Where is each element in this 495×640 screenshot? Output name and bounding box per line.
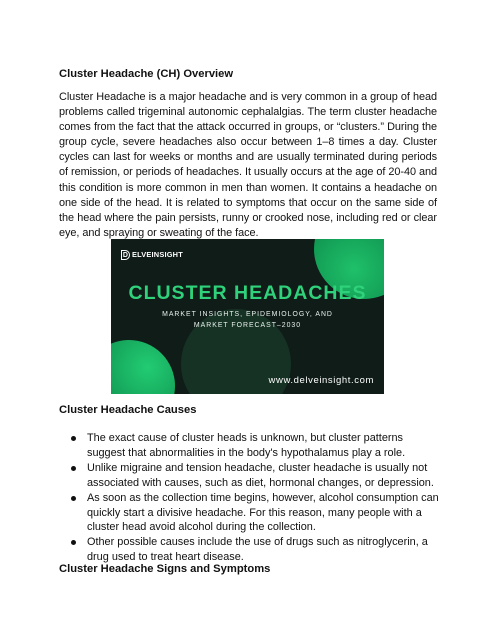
list-item: Unlike migraine and tension headache, cluster headache is usually not associated with causes, such as diet, hormonal changes, or depression. (68, 461, 440, 491)
delveinsight-logo (121, 250, 183, 260)
overview-paragraph: Cluster Headache is a major headache and is very common in a group of head problems called trigeminal autonomic cephalalgias. The term cluster headache comes from the fact that the attack occurred in groups, or “clusters.” During the group cycle, severe headaches also occur between 1–8 times a day. Cluster cycles can last for weeks or months and are usually terminated during periods of remission, or periods of headaches. It usually occurs at the age of 20-40 and this condition is more common in men than women. It contains a headache on one side of the head. It is related to symptoms that occur on the same side of the head where the pain persists, runny or crooked nose, including red or clear eye, and spraying or sweating of the face. (59, 91, 437, 239)
symptoms-heading: Cluster Headache Signs and Symptoms (59, 563, 271, 575)
banner-subtitle-line-2: MARKET FORECAST–2030 (193, 321, 302, 329)
overview-heading: Cluster Headache (CH) Overview (59, 68, 234, 80)
cluster-headaches-banner (111, 239, 384, 394)
logo-text: ELVEINSIGHT (132, 250, 183, 259)
list-item: The exact cause of cluster heads is unknown, but cluster patterns suggest that abnormalities in the body's hypothalamus play a role. (68, 431, 440, 461)
banner-url: www.delveinsight.com (268, 375, 374, 386)
causes-heading: Cluster Headache Causes (59, 404, 197, 416)
list-item: As soon as the collection time begins, however, alcohol consumption can quickly start a divisive headache. For this reason, many people with a cluster head avoid alcohol during the collection. (68, 491, 440, 536)
banner-subtitle-line-1: MARKET INSIGHTS, EPIDEMIOLOGY, AND (162, 311, 333, 318)
logo-letter: D (122, 252, 129, 260)
banner-green-circle-bottom (111, 340, 175, 394)
banner-title: CLUSTER HEADACHES (128, 282, 367, 304)
causes-list (68, 431, 440, 565)
list-item: Other possible causes include the use of drugs such as nitroglycerin, a drug used to treat heart disease. (68, 535, 440, 565)
banner-subtitle (111, 310, 384, 331)
